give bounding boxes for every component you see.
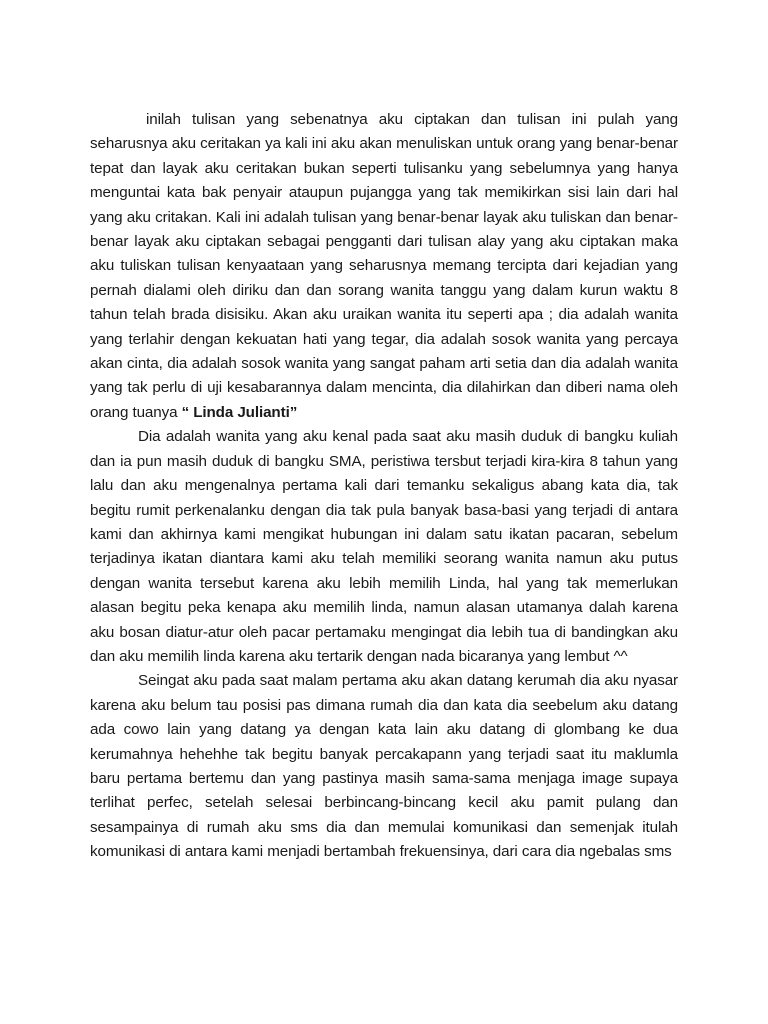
- document-body: [90, 108, 678, 865]
- linda-julianti-name: “ Linda Julianti”: [181, 403, 298, 421]
- paragraph-intro-text: inilah tulisan yang sebenatnya aku ciptakan dan tulisan ini pulah yang seharusnya aku ceritakan ya kali ini aku akan menuliskan untuk orang yang benar-benar tepat dan layak aku ceritakan bukan seperti tulisanku yang sebelumnya yang hanya menguntai kata bak penyair ataupun pujangga yang tak memikirkan sisi lain dari hal yang aku critakan. Kali ini adalah tulisan yang benar-benar layak aku tuliskan dan benar-benar layak aku ciptakan sebagai pengganti dari tulisan alay yang aku ciptakan maka aku tuliskan tulisan kenyaataan yang seharusnya memang tercipta dari kejadian yang pernah dialami oleh diriku dan dan sorang wanita tanggu yang dalam kurun waktu 8 tahun telah brada disisiku. Akan aku uraikan wanita itu seperti apa ; dia adalah wanita yang terlahir dengan kekuatan hati yang tegar, dia adalah sosok wanita yang percaya akan cinta, dia adalah sosok wanita yang sangat paham arti setia dan dia adalah wanita yang tak perlu di uji kesabarannya dalam mencinta, dia dilahirkan dan diberi nama oleh orang tuanya: [90, 111, 678, 421]
- paragraph-intro: [90, 108, 678, 425]
- paragraph-meeting: Dia adalah wanita yang aku kenal pada saat aku masih duduk di bangku kuliah dan ia pun masih duduk di bangku SMA, peristiwa tersbut terjadi kira-kira 8 tahun yang lalu dan aku mengenalnya pertama kali dari temanku sekaligus abang kata dia, tak begitu rumit perkenalanku dengan dia tak pula banyak basa-basi yang terjadi di antara kami dan akhirnya kami mengikat hubungan ini dalam satu ikatan pacaran, sebelum terjadinya ikatan diantara kami aku telah memiliki seorang wanita namun aku putus dengan wanita tersebut karena aku lebih memilih Linda, hal yang tak memerlukan alasan begitu peka kenapa aku memilih linda, namun alasan utamanya dalah karena aku bosan diatur-atur oleh pacar pertamaku mengingat dia lebih tua di bandingkan aku dan aku memilih linda karena aku tertarik dengan nada bicaranya yang lembut ^^: [90, 428, 678, 665]
- paragraph-first-visit: Seingat aku pada saat malam pertama aku akan datang kerumah dia aku nyasar karena aku belum tau posisi pas dimana rumah dia dan kata dia seebelum aku datang ada cowo lain yang datang ya dengan kata lain aku datang di glombang ke dua kerumahnya hehehhe tak begitu banyak percakapann yang terjadi saat itu maklumla baru pertama bertemu dan yang pastinya masih sama-sama menjaga image supaya terlihat perfec, setelah selesai berbincang-bincang kecil aku pamit pulang dan sesampainya di rumah aku sms dia dan memulai komunikasi dan semenjak itulah komunikasi di antara kami menjadi bertambah frekuensinya, dari cara dia ngebalas sms: [90, 672, 678, 861]
